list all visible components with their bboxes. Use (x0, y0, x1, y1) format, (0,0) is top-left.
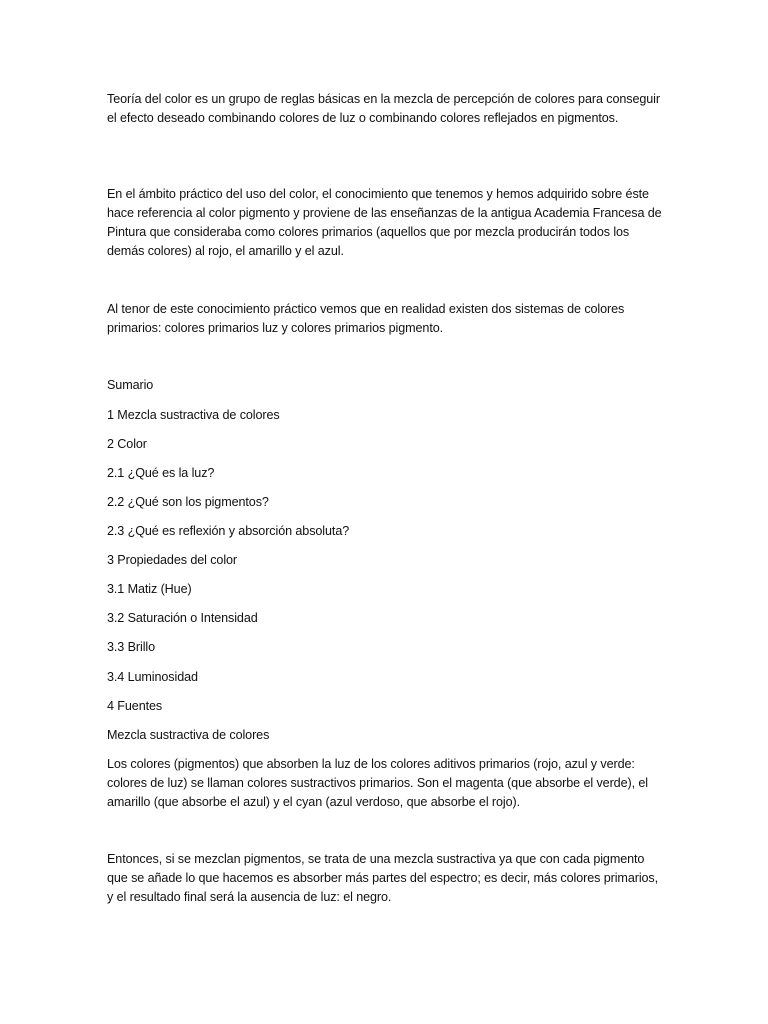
paragraph-mixing: Entonces, si se mezclan pigmentos, se trata de una mezcla sustractiva ya que con cada pigmento que se añade lo que hacemos es absorber más partes del espectro; es decir, más colores primarios, y el resultado final será la ausencia de luz: el negro. (107, 852, 659, 904)
toc-title: Sumario (107, 378, 154, 392)
section-heading-subtractive: Mezcla sustractiva de colores (107, 728, 270, 742)
toc-item: 2.3 ¿Qué es reflexión y absorción absoluta? (107, 524, 350, 538)
toc-item: 2.2 ¿Qué son los pigmentos? (107, 495, 269, 509)
paragraph-systems: Al tenor de este conocimiento práctico vemos que en realidad existen dos sistemas de colores primarios: colores primarios luz y colores primarios pigmento. (107, 302, 625, 335)
toc-item: 2 Color (107, 437, 147, 451)
toc-item: 1 Mezcla sustractiva de colores (107, 408, 280, 422)
paragraph-intro: Teoría del color es un grupo de reglas básicas en la mezcla de percepción de colores para conseguir el efecto deseado combinando colores de luz o combinando colores reflejados en pigmentos. (107, 92, 660, 125)
toc-item: 3.2 Saturación o Intensidad (107, 611, 258, 625)
toc-item: 2.1 ¿Qué es la luz? (107, 466, 215, 480)
paragraph-practical: En el ámbito práctico del uso del color, el conocimiento que tenemos y hemos adquirido sobre éste hace referencia al color pigmento y proviene de las enseñanzas de la antigua Academia Francesa de Pintura que consideraba como colores primarios (aquellos que por mezcla producirán todos los demás colores) al rojo, el amarillo y el azul. (107, 187, 662, 258)
toc-item: 3 Propiedades del color (107, 553, 238, 567)
toc-item: 3.4 Luminosidad (107, 670, 198, 684)
toc-item: 3.3 Brillo (107, 640, 155, 654)
toc-item: 3.1 Matiz (Hue) (107, 582, 192, 596)
toc-item: 4 Fuentes (107, 699, 163, 713)
paragraph-pigments: Los colores (pigmentos) que absorben la luz de los colores aditivos primarios (rojo, azul y verde: colores de luz) se llaman colores sustractivos primarios. Son el magenta (que absorbe el verde), el amarillo (que absorbe el azul) y el cyan (azul verdoso, que absorbe el rojo). (107, 757, 648, 809)
